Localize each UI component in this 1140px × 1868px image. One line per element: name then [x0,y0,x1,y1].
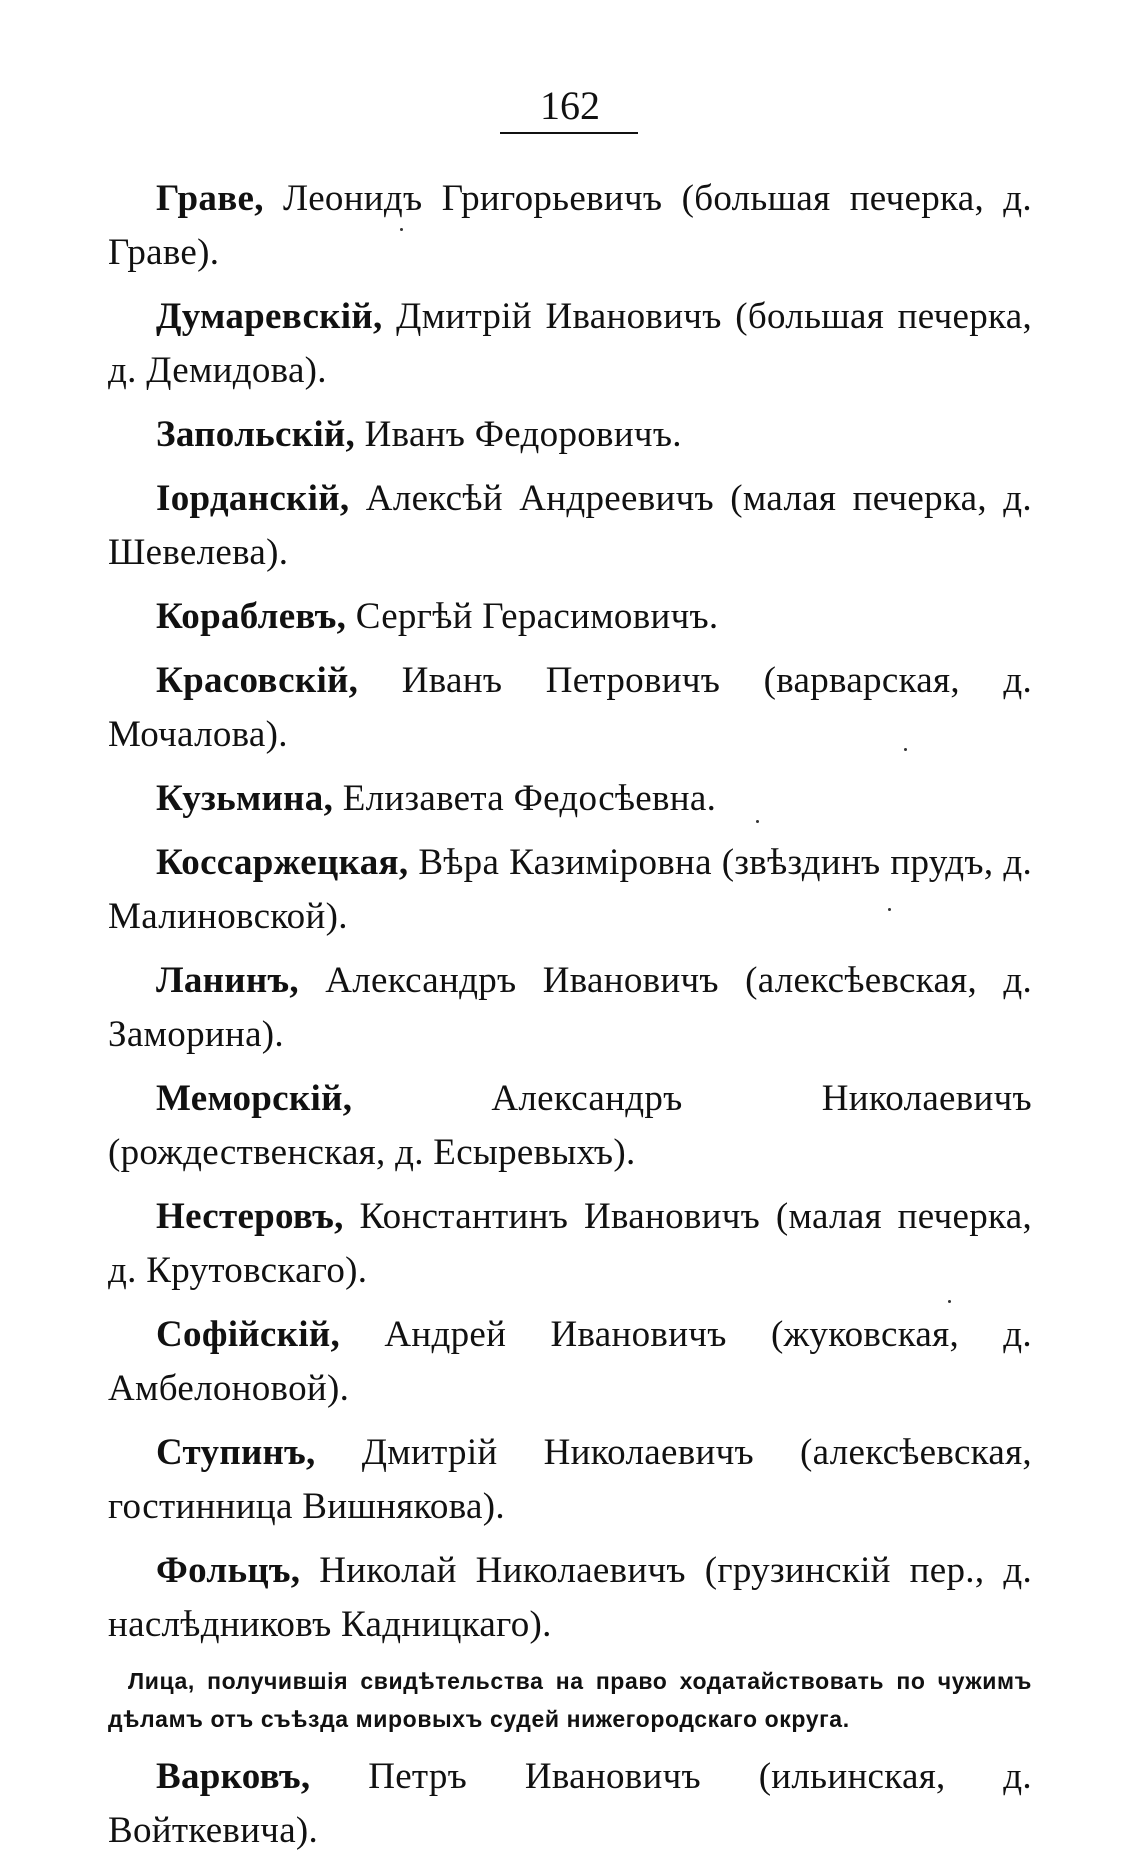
entry-details: Константинъ Ивановичъ (малая печерка, д. Крутовскаго). [108,1196,1032,1291]
page-number: 162 [540,83,600,128]
entry-surname: Іорданскій, [156,478,350,519]
page-number-rule [500,132,638,134]
entry-surname: Думаревскій, [156,296,383,337]
entry-surname: Варковъ, [156,1756,311,1797]
entry-surname: Коссаржецкая, [156,842,409,883]
entry-details: Дмитрій Ивановичъ (большая печерка, д. Демидова). [108,296,1032,391]
list-item [108,1426,1032,1534]
entry-surname: Красовскій, [156,660,359,701]
entry-details: Петръ Ивановичъ (ильинская, д. Войткевича). [108,1756,1032,1851]
entry-details: Дмитрій Николаевичъ (алексѣевская, гостинница Вишнякова). [108,1432,1032,1527]
list-item [108,172,1032,280]
list-item [108,290,1032,398]
entry-details: Николай Николаевичъ (грузинскій пер., д. наслѣдниковъ Кадницкаго). [108,1550,1032,1645]
entry-details: Александръ Николаевичъ (рождественская, д. Есыревыхъ). [108,1078,1032,1173]
entry-surname: Фольцъ, [156,1550,301,1591]
entry-surname: Меморскій, [156,1078,353,1119]
list-item [108,472,1032,580]
entry-details: Иванъ Петровичъ (варварская, д. Мочалова). [108,660,1032,755]
list-item [108,590,1032,644]
print-speck [756,820,759,823]
print-speck [400,228,403,231]
list-item [108,1544,1032,1652]
list-item [108,654,1032,762]
entry-details: Вѣра Казиміровна (звѣздинъ прудъ, д. Малиновской). [108,842,1032,937]
list-item [108,836,1032,944]
entry-details: Иванъ Федоровичъ. [364,414,682,455]
list-item [108,1072,1032,1180]
entry-surname: Нестеровъ, [156,1196,344,1237]
list-item [108,1750,1032,1858]
print-speck [904,748,907,751]
entry-details: Александръ Ивановичъ (алексѣевская, д. Заморина). [108,960,1032,1055]
list-item [108,954,1032,1062]
section-heading: Лица, получившія свидѣтельства на право ходатайствовать по чужимъ дѣламъ отъ съѣзда мировыхъ судей нижегородскаго округа. [108,1668,1032,1732]
entry-surname: Запольскій, [156,414,356,455]
entry-surname: Кузьмина, [156,778,334,819]
entry-details: Сергѣй Герасимовичъ. [355,596,719,637]
entry-details: Елизавета Федосѣевна. [342,778,717,819]
print-speck [888,908,891,911]
list-item [108,1190,1032,1298]
list-item [108,1308,1032,1416]
entry-surname: Граве, [156,178,264,219]
entries-list [108,172,1032,1868]
print-speck [948,1300,951,1303]
entry-details: Алексѣй Андреевичъ (малая печерка, д. Шевелева). [108,478,1032,573]
entry-details: Леонидъ Григорьевичъ (большая печерка, д. Граве). [108,178,1032,273]
entry-surname: Софійскій, [156,1314,341,1355]
list-item [108,772,1032,826]
entry-details: Андрей Ивановичъ (жуковская, д. Амбелоновой). [108,1314,1032,1409]
entry-surname: Кораблевъ, [156,596,347,637]
entry-surname: Ступинъ, [156,1432,316,1473]
entry-surname: Ланинъ, [156,960,299,1001]
list-item [108,408,1032,462]
